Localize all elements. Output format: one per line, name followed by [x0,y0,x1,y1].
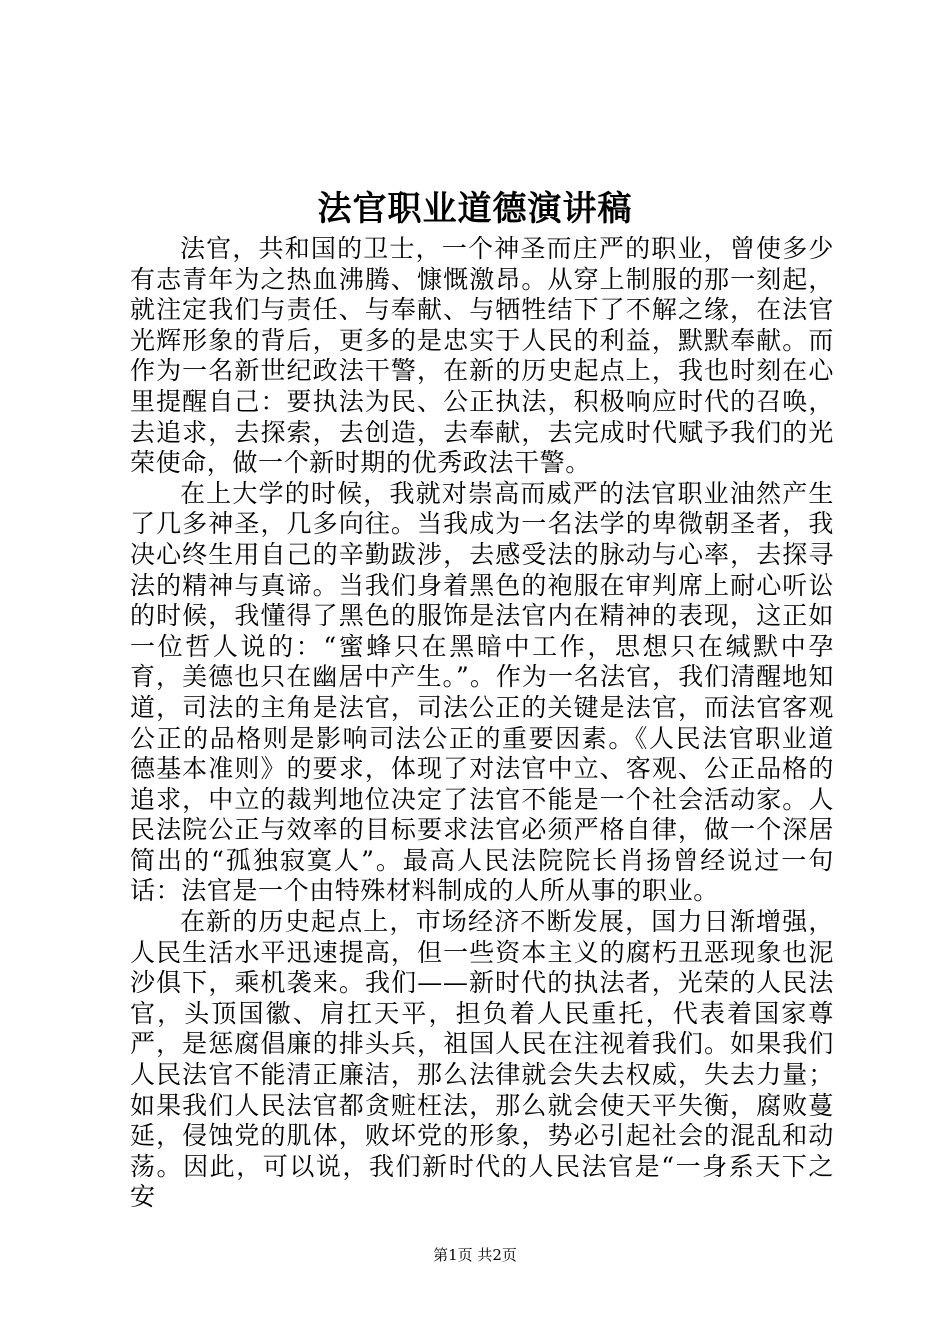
paragraph-2: 在上大学的时候，我就对崇高而威严的法官职业油然产生了几多神圣，几多向往。当我成为一名法学的卑微朝圣者，我决心终生用自己的辛勤跋涉，去感受法的脉动与心率，去探寻法的精神与真谛。当我们身着黑色的袍服在审判席上耐心听讼的时候，我懂得了黑色的服饰是法官内在精神的表现，这正如一位哲人说的：“蜜蜂只在黑暗中工作，思想只在缄默中孕育，美德也只在幽居中产生。”。作为一名法官，我们清醒地知道，司法的主角是法官，司法公正的关键是法官，而法官客观公正的品格则是影响司法公正的重要因素。《人民法官职业道德基本准则》的要求，体现了对法官中立、客观、公正品格的追求，中立的裁判地位决定了法官不能是一个社会活动家。人民法院公正与效率的目标要求法官必须严格自律，做一个深居简出的“孤独寂寞人”。最高人民法院院长肖扬曾经说过一句话：法官是一个由特殊材料制成的人所从事的职业。 [130,478,834,906]
paragraph-3: 在新的历史起点上，市场经济不断发展，国力日渐增强，人民生活水平迅速提高，但一些资本主义的腐朽丑恶现象也泥沙俱下，乘机袭来。我们——新时代的执法者，光荣的人民法官，头顶国徽、肩扛天平，担负着人民重托，代表着国家尊严，是惩腐倡廉的排头兵，祖国人民在注视着我们。如果我们人民法官不能清正廉洁，那么法律就会失去权威，失去力量；如果我们人民法官都贪赃枉法，那么就会使天平失衡，腐败蔓延，侵蚀党的肌体，败坏党的形象，势必引起社会的混乱和动荡。因此，可以说，我们新时代的人民法官是“一身系天下之安 [130,907,834,1212]
page-number: 第1页 [433,1246,473,1264]
paragraph-1: 法官，共和国的卫士，一个神圣而庄严的职业，曾使多少有志青年为之热血沸腾、慷慨激昂。从穿上制服的那一刻起，就注定我们与责任、与奉献、与牺牲结下了不解之缘，在法官光辉形象的背后，更多的是忠实于人民的利益，默默奉献。而作为一名新世纪政法干警，在新的历史起点上，我也时刻在心里提醒自己：要执法为民、公正执法，积极响应时代的召唤，去追求，去探索，去创造，去奉献，去完成时代赋予我们的光荣使命，做一个新时期的优秀政法干警。 [130,234,834,478]
document-body [130,234,834,1213]
page-footer [0,1245,950,1265]
page-total: 共2页 [477,1246,517,1264]
document-title: 法官职业道德演讲稿 [317,189,633,229]
